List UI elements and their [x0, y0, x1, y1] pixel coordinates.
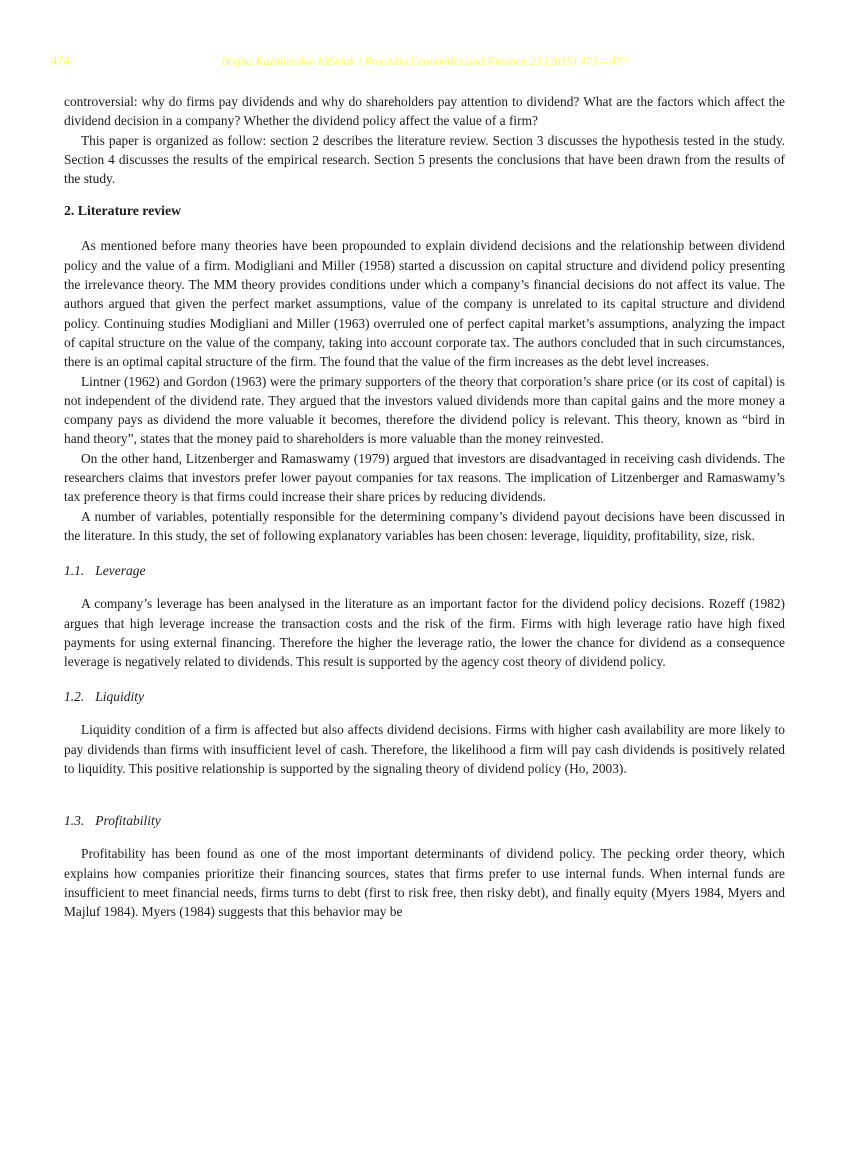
running-title: Bogna Kaźmierska-Jóźwiak / Procedia Economics and Finance 23 (2015) 473 – 477 [221, 54, 628, 68]
red-period: . [96, 315, 100, 331]
subsection-number: 1.1. [64, 563, 85, 579]
section-heading-literature-review: 2. Literature review [64, 203, 182, 219]
literature-review-paragraph-2: Lintner (1962) and Gordon (1963) were the primary supporters of the theory that corporation’s share price (or its cost of capital) is not independent of the dividend rate. They argued that the investors valued dividends more than capital gains and the more money a company pays as dividend the more valuable it becomes, therefore the dividend policy is relevant. This theory, known as “bird in hand theory”, states that the money paid to shareholders is more valuable than the money reinvested. [64, 373, 785, 447]
subsection-label: Profitability [95, 813, 161, 829]
paragraph-text: As mentioned before many theories have been propounded to explain dividend decisions and the relationship between dividend policy and the value of a firm. Modigliani and Miller (1958) started a discussion on capital structure and dividend policy presenting the irrelevance theory. The MM theory provides conditions under which a company’s financial decisions do not affect its value. The authors argued that given the perfect market assumptions, value of the company is unrelated to its capital structure and dividend policy [64, 238, 785, 331]
page-header [51, 54, 785, 68]
page-content [64, 92, 785, 922]
subsection-label: Leverage [95, 563, 146, 579]
subsection-label: Liquidity [95, 689, 145, 705]
subsection-heading-liquidity [64, 687, 785, 706]
subsection-heading-profitability [64, 811, 785, 830]
liquidity-paragraph: Liquidity condition of a firm is affected but also affects dividend decisions. Firms with higher cash availability are more likely to pay dividends than firms with insufficient level of cash. Therefore, the likelihood a firm will pay cash dividends is positively related to liquidity. This positive relationship is supported by the signaling theory of dividend policy (Ho, 2003). [64, 722, 785, 777]
literature-review-paragraph-1 [64, 236, 785, 371]
intro-paragraph-continued: controversial: why do firms pay dividends and why do shareholders pay attention to dividend? What are the factors which affect the dividend decision in a company? Whether the dividend policy affect the value of a firm? [64, 94, 785, 129]
literature-review-paragraph-4: A number of variables, potentially responsible for the determining company’s dividend payout decisions have been discussed in the literature. In this study, the set of following explanatory variables has been chosen: leverage, liquidity, profitability, size, risk. [64, 508, 785, 543]
subsection-heading-leverage [64, 561, 785, 580]
subsection-number: 1.3. [64, 813, 85, 829]
page-number: 474 [51, 54, 70, 68]
literature-review-paragraph-3: On the other hand, Litzenberger and Ramaswamy (1979) argued that investors are disadvantaged in receiving cash dividends. The researchers claims that investors prefer lower payout companies for tax reasons. The implication of Litzenberger and Ramaswamy’s tax preference theory is that firms could increase their share prices by reducing dividends. [64, 450, 785, 505]
paragraph-text: Continuing studies Modigliani and Miller (1963) overruled one of perfect capital market’s assumptions, analyzing the impact of capital structure on the value of the company, taking into account corporate tax. The authors concluded that in such circumstances, there is an optimal capital structure of the firm. The found that the value of the firm increases as the debt level increases. [64, 315, 785, 370]
intro-paragraph-organization: This paper is organized as follow: section 2 describes the literature review. Section 3 discusses the hypothesis tested in the study. Section 4 discusses the results of the empirical research. Section 5 presents the conclusions that have been drawn from the results of the study. [64, 132, 785, 187]
profitability-paragraph: Profitability has been found as one of the most important determinants of dividend policy. The pecking order theory, which explains how companies prioritize their financing sources, states that firms prefer to use internal funds. When internal funds are insufficient to meet financial needs, firms turns to debt (first to risk free, then risky debt), and finally equity (Myers 1984, Myers and Majluf 1984). Myers (1984) suggests that this behavior may be [64, 846, 785, 920]
leverage-paragraph: A company’s leverage has been analysed in the literature as an important factor for the dividend policy decisions. Rozeff (1982) argues that high leverage increase the transaction costs and the risk of the firm. Firms with high leverage ratio have high fixed payments for using external financing. Therefore the higher the leverage ratio, the lower the chance for dividend as a consequence leverage is negatively related to dividends. This result is supported by the agency cost theory of dividend policy. [64, 596, 785, 670]
subsection-number: 1.2. [64, 689, 85, 705]
